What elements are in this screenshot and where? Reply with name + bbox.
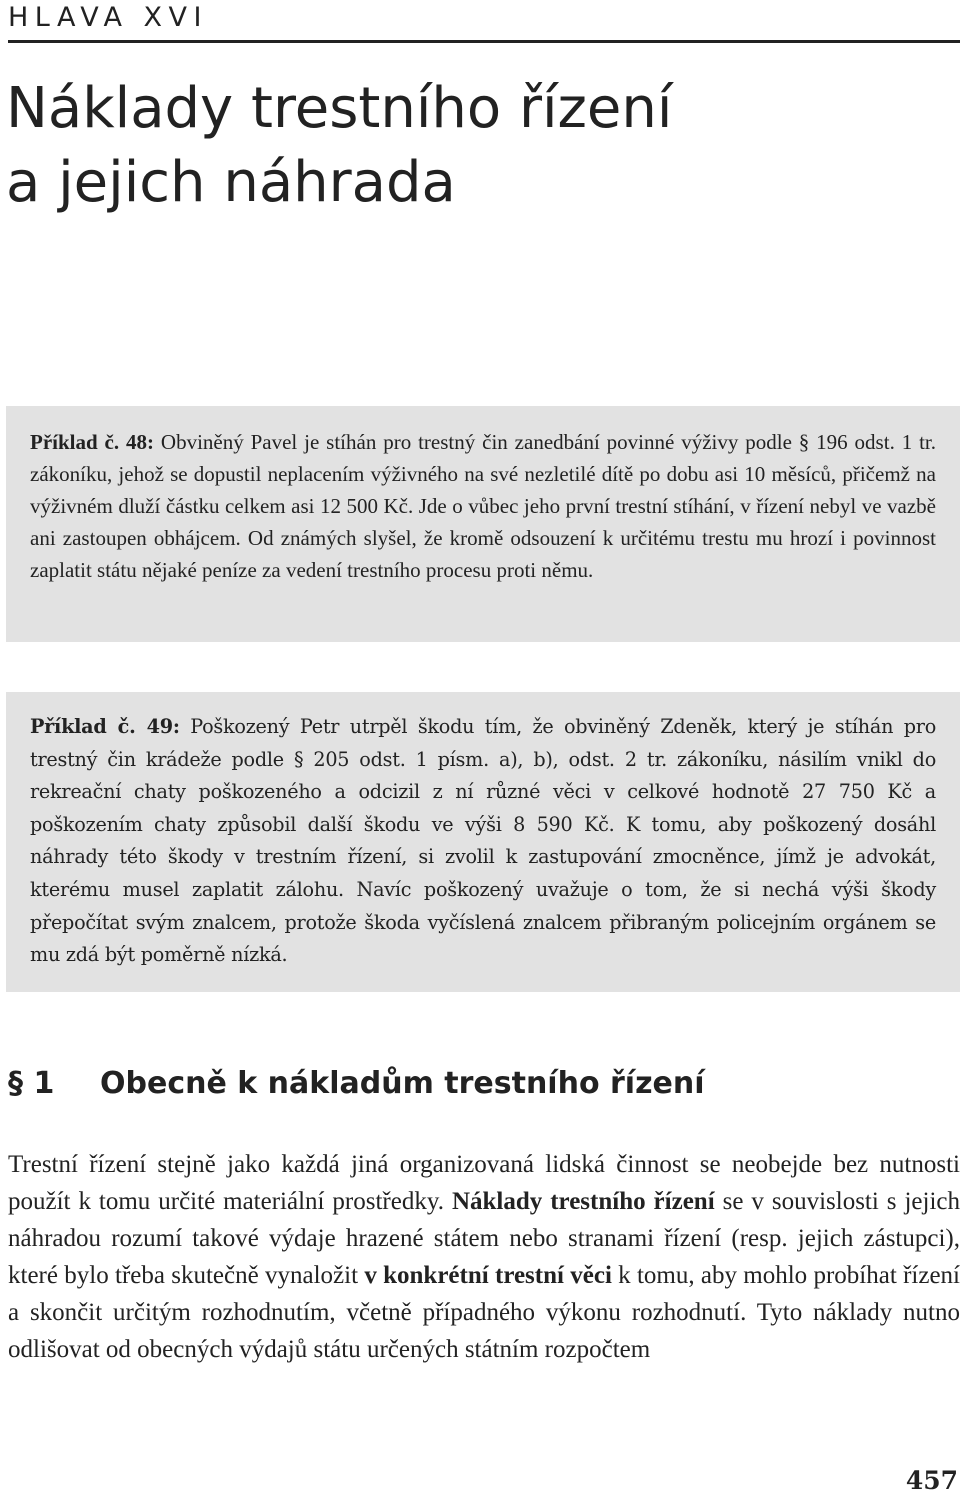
body-text-part3: k tomu, aby mohlo probíhat řízení a skončit určitým rozhodnutím, včetně případného výkonu rozhodnutí. Tyto náklady nutno odlišovat od obecných výdajů státu určených státním rozpočtem (8, 1262, 960, 1363)
page-number: 457 (905, 1466, 958, 1495)
chapter-title-line1: Náklady trestního řízení (6, 76, 673, 141)
section-title: Obecně k nákladům trestního řízení (100, 1066, 705, 1101)
example-body-48: Obviněný Pavel je stíhán pro trestný čin zanedbání povinné výživy podle § 196 odst. 1 tr. zákoníku, jehož se dopustil neplacením výživného na své nezletilé dítě po dobu asi 10 měsíců, přičemž na výživném dluží částku celkem asi 12 500 Kč. Jde o vůbec jeho první trestní stíhání, v řízení nebyl ve vazbě ani zastoupen obhájcem. Od známých slyšel, že kromě odsouzení k určitému trestu mu hrozí i povinnost zaplatit státu nějaké peníze za vedení trestního procesu proti němu. (30, 430, 936, 582)
example-label-48: Příklad č. 48: (30, 430, 155, 454)
example-text-49 (30, 711, 936, 972)
body-paragraph (8, 1146, 960, 1368)
chapter-label: HLAVA XVI (8, 2, 208, 33)
section-heading (8, 1066, 948, 1101)
body-text-part1: Trestní řízení stejně jako každá jiná organizovaná lidská činnost se neobejde bez nutnosti použít k tomu určité materiální prostředky. (8, 1151, 960, 1215)
chapter-title-line2: a jejich náhrada (6, 150, 456, 215)
example-text-48 (30, 426, 936, 586)
example-body-49: Poškozený Petr utrpěl škodu tím, že obviněný Zdeněk, který je stíhán pro trestný čin krádeže podle § 205 odst. 1 písm. a), b), odst. 2 tr. zákoníku, násilím vnikl do rekreační chaty poškozeného a odcizil z ní různé věci v celkové hodnotě 27 750 Kč a poškozením chaty způsobil další škodu ve výši 8 590 Kč. K tomu, aby poškozený dosáhl náhrady této škody v trestním řízení, si zvolil k zastupování zmocněnce, jímž je advokát, kterému musel zaplatit zálohu. Navíc poškozený uvažuje o tom, že si nechá výši škody přepočítat svým znalcem, protože škoda vyčíslená znalcem přibraným policejním orgánem se mu zdá být poměrně nízká. (30, 715, 936, 967)
example-label-49: Příklad č. 49: (30, 715, 180, 738)
body-text-part2: se v souvislosti s jejich náhradou rozumí takové výdaje hrazené státem nebo stranami řízení (resp. jejich zástupci), které bylo třeba skutečně vynaložit (8, 1188, 960, 1289)
example-box-49 (6, 692, 960, 992)
example-box-48 (6, 406, 960, 642)
chapter-divider (8, 40, 960, 43)
chapter-title (6, 72, 946, 220)
body-bold-term2: v konkrétní trestní věci (364, 1262, 612, 1289)
body-bold-term1: Náklady trestního řízení (451, 1188, 715, 1215)
section-number: § 1 (8, 1066, 55, 1101)
